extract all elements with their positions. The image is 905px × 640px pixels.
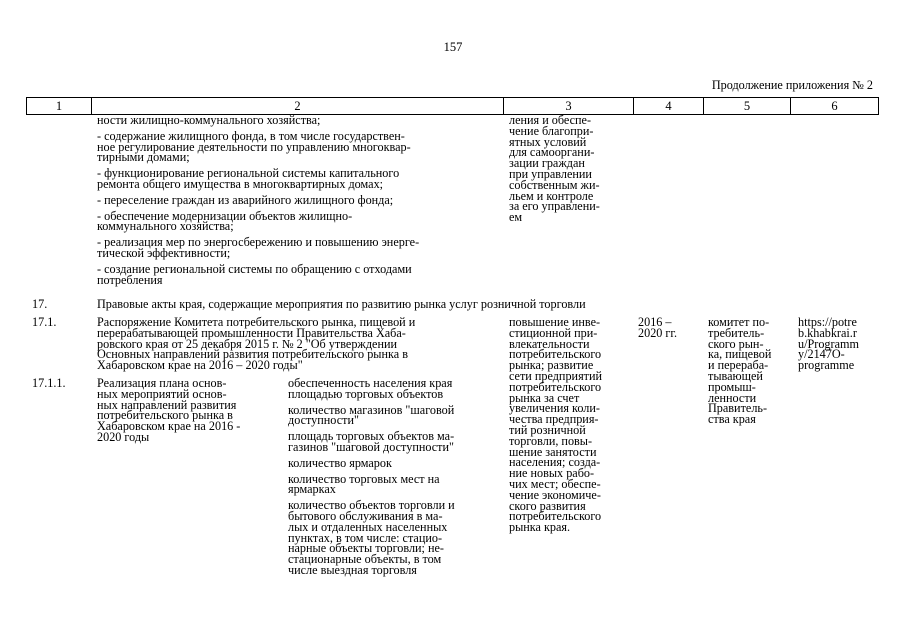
- indicator-item: обеспеченность населения края площадью торговых объектов: [288, 376, 453, 401]
- row-17-1-period: 2016 – 2020 гг.: [638, 315, 678, 340]
- indicator-item: площадь торговых объектов ма- газинов "шаговой доступности": [288, 429, 455, 454]
- row-17-title: Правовые акты края, содержащие мероприятия по развитию рынка услуг розничной торговли: [97, 297, 586, 311]
- column-header-6: 6: [831, 99, 838, 113]
- row-17-1-1-plan: Реализация плана основ- ных мероприятий основ- ных направлений развития потребительского рынка в Хабаровском крае на 2016 - 2020 годы: [97, 376, 241, 444]
- indicator-item: количество торговых мест на ярмарках: [288, 471, 440, 497]
- activity-item: - реализация мер по энергосбережению и повышению энерге- тической эффективности;: [97, 235, 420, 260]
- row-17-1-document: Распоряжение Комитета потребительского рынка, пищевой и перерабатывающей промышленности Правительства Хаба- ровского края от 25 декабря 2015 г. № 2 "Об утверждении Основных направлений развития потребительского рынка в Хабаровском крае на 2016 – 2020 годы": [97, 315, 416, 373]
- continued-expected-results: ления и обеспе- чение благопри- ятных условий для самооргани- зации граждан при управлении собственным жи- льем и контроле за его управлени- ем: [509, 113, 600, 225]
- indicator-item: количество объектов торговли и бытового обслуживания в ма- лых и отдаленных населенных пунктах, в том числе: стацио- нарные объекты торговли; не- стационарные объекты, в том числе выездная торговля: [288, 498, 455, 577]
- page-number: 157: [443, 40, 463, 54]
- row-17-1-number: 17.1.: [32, 315, 57, 329]
- indicator-item: количество ярмарок: [288, 455, 392, 470]
- activity-item: - содержание жилищного фонда, в том числе государствен- ное регулирование деятельности по управлению многоквар- тирными домами;: [97, 128, 411, 165]
- row-17-1-expected-results: повышение инве- стиционной при- влекательности потребительского рынка; развитие сети предприятий потребительского рынка за счет увеличения коли- чества предприя- тий розничной торговли, повы- шение занятости населения; созда- ние новых рабо- чих мест; обеспе- чение экономиче- ского развития потребительского рынка края.: [509, 315, 603, 535]
- row-17-number: 17.: [32, 297, 48, 311]
- activity-item: - переселение граждан из аварийного жилищного фонда;: [97, 192, 394, 207]
- column-header-4: 4: [665, 99, 672, 113]
- row-17-1-1-indicators: [288, 378, 502, 581]
- column-header-5: 5: [743, 99, 751, 113]
- row-17-1-responsible: комитет по- требитель- ского рын- ка, пищевой и перераба- тывающей промыш- ленности Правитель- ства края: [708, 315, 772, 427]
- activity-item: ности жилищно-коммунального хозяйства;: [97, 113, 321, 127]
- activity-item: - создание региональной системы по обращению с отходами потребления: [97, 261, 412, 287]
- appendix-continuation-note: Продолжение приложения № 2: [711, 78, 873, 92]
- row-17-1-1-number: 17.1.1.: [32, 376, 66, 390]
- column-header-1: 1: [55, 99, 63, 113]
- activity-item: - обеспечение модернизации объектов жилищно- коммунального хозяйства;: [97, 208, 353, 234]
- indicator-item: количество магазинов "шаговой доступности": [288, 402, 455, 428]
- activity-item: - функционирование региональной системы капитального ремонта общего имущества в многоквартирных домах;: [97, 166, 400, 191]
- continued-activities-list: [97, 115, 502, 290]
- column-header-3: 3: [565, 99, 572, 113]
- row-17-1-link[interactable]: https://potre b.khabkrai.r u/Programm y/2147O- programme: [798, 315, 859, 373]
- column-header-2: 2: [294, 99, 301, 113]
- header-divider: [878, 97, 879, 115]
